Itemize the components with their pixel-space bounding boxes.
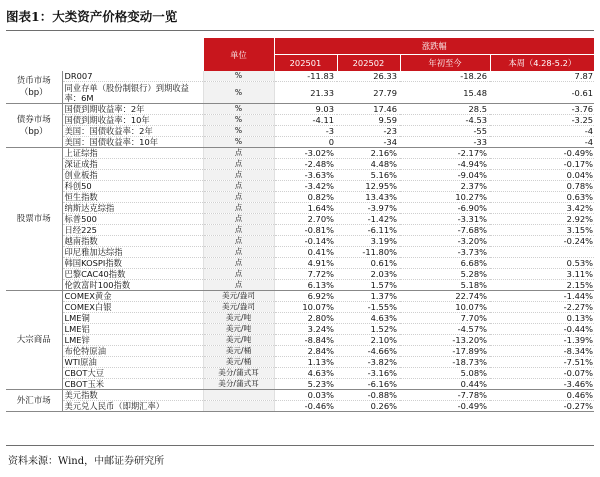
table-row: [6, 269, 594, 280]
value-cell: -7.51%: [490, 357, 594, 368]
value-cell: -4: [490, 137, 594, 148]
value-cell: -3.46%: [490, 379, 594, 390]
indicator-unit: 美分/蒲式耳: [203, 379, 274, 390]
value-cell: -3.02%: [274, 148, 337, 159]
indicator-unit: 点: [203, 181, 274, 192]
value-cell: -18.26: [400, 71, 490, 82]
value-cell: -8.84%: [274, 335, 337, 346]
value-cell: 2.16%: [337, 148, 400, 159]
category-label: 债券市场 （bp）: [6, 104, 62, 148]
value-cell: -3.73%: [400, 247, 490, 258]
value-cell: -7.78%: [400, 390, 490, 401]
value-cell: -0.07%: [490, 368, 594, 379]
value-cell: 5.18%: [400, 280, 490, 291]
value-cell: -2.48%: [274, 159, 337, 170]
header-row-1: [6, 38, 594, 55]
value-cell: 28.5: [400, 104, 490, 115]
top-rule: [6, 30, 594, 31]
indicator-unit: [203, 390, 274, 401]
value-cell: -4.11: [274, 115, 337, 126]
indicator-name: 深证成指: [62, 159, 203, 170]
value-cell: -6.90%: [400, 203, 490, 214]
value-cell: 17.46: [337, 104, 400, 115]
table-row: [6, 104, 594, 115]
indicator-name: LME铝: [62, 324, 203, 335]
value-cell: -4.53: [400, 115, 490, 126]
value-cell: 10.07%: [274, 302, 337, 313]
indicator-unit: 点: [203, 236, 274, 247]
value-cell: -2.27%: [490, 302, 594, 313]
value-cell: -55: [400, 126, 490, 137]
table-row: [6, 170, 594, 181]
table-row: [6, 335, 594, 346]
value-cell: -3.31%: [400, 214, 490, 225]
indicator-name: 美国：国债收益率：2年: [62, 126, 203, 137]
value-cell: -1.44%: [490, 291, 594, 302]
value-cell: 1.52%: [337, 324, 400, 335]
value-cell: 4.91%: [274, 258, 337, 269]
category-label: 外汇市场: [6, 390, 62, 412]
value-cell: 2.03%: [337, 269, 400, 280]
value-cell: 9.59: [337, 115, 400, 126]
indicator-unit: 点: [203, 170, 274, 181]
value-cell: 3.15%: [490, 225, 594, 236]
indicator-unit: 点: [203, 247, 274, 258]
value-cell: [490, 247, 594, 258]
table-row: [6, 302, 594, 313]
value-cell: 6.92%: [274, 291, 337, 302]
table-row: [6, 82, 594, 104]
value-cell: 2.10%: [337, 335, 400, 346]
table-row: [6, 368, 594, 379]
value-cell: -11.83: [274, 71, 337, 82]
table-row: [6, 401, 594, 412]
value-cell: 1.13%: [274, 357, 337, 368]
table-row: [6, 247, 594, 258]
value-cell: -0.24%: [490, 236, 594, 247]
table-row: [6, 357, 594, 368]
value-cell: 3.42%: [490, 203, 594, 214]
value-cell: 3.11%: [490, 269, 594, 280]
value-cell: 0.04%: [490, 170, 594, 181]
indicator-unit: 点: [203, 203, 274, 214]
value-cell: 10.07%: [400, 302, 490, 313]
indicator-name: 越南指数: [62, 236, 203, 247]
value-cell: 12.95%: [337, 181, 400, 192]
value-cell: -11.80%: [337, 247, 400, 258]
category-label: 大宗商品: [6, 291, 62, 390]
indicator-unit: 美分/蒲式耳: [203, 368, 274, 379]
category-label: 股票市场: [6, 148, 62, 291]
value-cell: -0.49%: [490, 148, 594, 159]
value-cell: 13.43%: [337, 192, 400, 203]
indicator-name: 国债到期收益率：10年: [62, 115, 203, 126]
indicator-unit: %: [203, 82, 274, 104]
indicator-name: DR007: [62, 71, 203, 82]
value-cell: 2.92%: [490, 214, 594, 225]
header-unit: 单位: [203, 38, 274, 71]
value-cell: -4.57%: [400, 324, 490, 335]
table-row: [6, 379, 594, 390]
table-row: [6, 346, 594, 357]
header-group: 涨跌幅: [274, 38, 594, 55]
indicator-name: CBOT大豆: [62, 368, 203, 379]
source-note: 资料来源：Wind，中邮证券研究所: [8, 456, 165, 467]
table-row: [6, 214, 594, 225]
value-cell: -23: [337, 126, 400, 137]
table-row: [6, 148, 594, 159]
value-cell: -18.73%: [400, 357, 490, 368]
value-cell: -3.97%: [337, 203, 400, 214]
value-cell: 3.19%: [337, 236, 400, 247]
indicator-unit: 美元/吨: [203, 324, 274, 335]
value-cell: -3.25: [490, 115, 594, 126]
value-cell: 0.63%: [490, 192, 594, 203]
value-cell: -0.88%: [337, 390, 400, 401]
value-cell: -0.44%: [490, 324, 594, 335]
indicator-unit: %: [203, 137, 274, 148]
table-row: [6, 280, 594, 291]
indicator-unit: 点: [203, 225, 274, 236]
header-col-ytd: 年初至今: [400, 55, 490, 72]
value-cell: 15.48: [400, 82, 490, 104]
value-cell: -3.76: [490, 104, 594, 115]
indicator-unit: 点: [203, 269, 274, 280]
table-row: [6, 115, 594, 126]
value-cell: -1.39%: [490, 335, 594, 346]
value-cell: 6.13%: [274, 280, 337, 291]
header-col-202501: 202501: [274, 55, 337, 72]
value-cell: -3: [274, 126, 337, 137]
indicator-name: 同业存单（股份制银行）到期收益率：6M: [62, 82, 203, 104]
value-cell: 0.61%: [337, 258, 400, 269]
value-cell: -6.11%: [337, 225, 400, 236]
table-row: [6, 181, 594, 192]
value-cell: 0.78%: [490, 181, 594, 192]
bottom-rule: [6, 445, 594, 446]
value-cell: 27.79: [337, 82, 400, 104]
value-cell: 0.82%: [274, 192, 337, 203]
value-cell: 7.70%: [400, 313, 490, 324]
table-row: [6, 390, 594, 401]
indicator-name: 标普500: [62, 214, 203, 225]
value-cell: 0.44%: [400, 379, 490, 390]
value-cell: -33: [400, 137, 490, 148]
table-row: [6, 203, 594, 214]
indicator-unit: 美元/吨: [203, 335, 274, 346]
value-cell: -0.49%: [400, 401, 490, 412]
value-cell: 26.33: [337, 71, 400, 82]
value-cell: 6.68%: [400, 258, 490, 269]
indicator-unit: 点: [203, 192, 274, 203]
value-cell: -1.55%: [337, 302, 400, 313]
value-cell: 2.15%: [490, 280, 594, 291]
indicator-name: 韩国KOSPI指数: [62, 258, 203, 269]
table-row: [6, 71, 594, 82]
indicator-unit: 点: [203, 280, 274, 291]
value-cell: 2.70%: [274, 214, 337, 225]
value-cell: -8.34%: [490, 346, 594, 357]
value-cell: 9.03: [274, 104, 337, 115]
indicator-unit: 美元/盎司: [203, 302, 274, 313]
table-row: [6, 159, 594, 170]
value-cell: 0.26%: [337, 401, 400, 412]
value-cell: -34: [337, 137, 400, 148]
indicator-name: 创业板指: [62, 170, 203, 181]
value-cell: -3.63%: [274, 170, 337, 181]
value-cell: -7.68%: [400, 225, 490, 236]
value-cell: -6.16%: [337, 379, 400, 390]
indicator-name: 美国：国债收益率：10年: [62, 137, 203, 148]
value-cell: -3.20%: [400, 236, 490, 247]
table-row: [6, 126, 594, 137]
table-row: [6, 225, 594, 236]
header-row-2: [6, 55, 594, 72]
value-cell: -0.27%: [490, 401, 594, 412]
header-col-202502: 202502: [337, 55, 400, 72]
table-row: [6, 313, 594, 324]
value-cell: 2.80%: [274, 313, 337, 324]
indicator-unit: 美元/吨: [203, 313, 274, 324]
value-cell: -13.20%: [400, 335, 490, 346]
indicator-name: 日经225: [62, 225, 203, 236]
indicator-unit: %: [203, 126, 274, 137]
header-col-week: 本周（4.28-5.2）: [490, 55, 594, 72]
indicator-name: 科创50: [62, 181, 203, 192]
table-row: [6, 192, 594, 203]
indicator-name: WTI原油: [62, 357, 203, 368]
indicator-name: 巴黎CAC40指数: [62, 269, 203, 280]
value-cell: 0.41%: [274, 247, 337, 258]
indicator-name: COMEX黄金: [62, 291, 203, 302]
value-cell: 1.57%: [337, 280, 400, 291]
indicator-name: 美元兑人民币（即期汇率）: [62, 401, 203, 412]
indicator-name: 美元指数: [62, 390, 203, 401]
value-cell: -3.82%: [337, 357, 400, 368]
indicator-name: 印尼雅加达综指: [62, 247, 203, 258]
indicator-unit: 点: [203, 258, 274, 269]
value-cell: 10.27%: [400, 192, 490, 203]
value-cell: -0.81%: [274, 225, 337, 236]
value-cell: -17.89%: [400, 346, 490, 357]
table-row: [6, 137, 594, 148]
indicator-name: 上证综指: [62, 148, 203, 159]
value-cell: -3.42%: [274, 181, 337, 192]
indicator-unit: 点: [203, 214, 274, 225]
value-cell: -4.66%: [337, 346, 400, 357]
value-cell: 0.53%: [490, 258, 594, 269]
value-cell: -2.17%: [400, 148, 490, 159]
value-cell: -4: [490, 126, 594, 137]
value-cell: 2.37%: [400, 181, 490, 192]
value-cell: 5.16%: [337, 170, 400, 181]
indicator-unit: 点: [203, 148, 274, 159]
value-cell: -4.94%: [400, 159, 490, 170]
value-cell: 0.46%: [490, 390, 594, 401]
indicator-unit: 点: [203, 159, 274, 170]
value-cell: -0.17%: [490, 159, 594, 170]
value-cell: 4.63%: [337, 313, 400, 324]
value-cell: -1.42%: [337, 214, 400, 225]
indicator-unit: [203, 401, 274, 412]
category-label: 货币市场 （bp）: [6, 71, 62, 104]
indicator-name: CBOT玉米: [62, 379, 203, 390]
asset-price-table: [6, 38, 594, 412]
value-cell: 4.63%: [274, 368, 337, 379]
value-cell: 5.08%: [400, 368, 490, 379]
value-cell: -0.14%: [274, 236, 337, 247]
indicator-unit: 美元/桶: [203, 346, 274, 357]
value-cell: 5.23%: [274, 379, 337, 390]
value-cell: 22.74%: [400, 291, 490, 302]
indicator-unit: 美元/盎司: [203, 291, 274, 302]
value-cell: 0.13%: [490, 313, 594, 324]
value-cell: -3.16%: [337, 368, 400, 379]
value-cell: 7.87: [490, 71, 594, 82]
indicator-name: COMEX白银: [62, 302, 203, 313]
value-cell: 1.64%: [274, 203, 337, 214]
indicator-name: 恒生指数: [62, 192, 203, 203]
indicator-name: 纳斯达克综指: [62, 203, 203, 214]
value-cell: 5.28%: [400, 269, 490, 280]
value-cell: -0.46%: [274, 401, 337, 412]
value-cell: 2.84%: [274, 346, 337, 357]
indicator-name: LME锌: [62, 335, 203, 346]
indicator-name: 伦敦富时100指数: [62, 280, 203, 291]
figure-title: 图表1：大类资产价格变动一览: [6, 9, 178, 24]
indicator-name: 布伦特原油: [62, 346, 203, 357]
table-row: [6, 291, 594, 302]
value-cell: 3.24%: [274, 324, 337, 335]
indicator-name: LME铜: [62, 313, 203, 324]
value-cell: 0.03%: [274, 390, 337, 401]
indicator-unit: %: [203, 115, 274, 126]
indicator-unit: %: [203, 104, 274, 115]
value-cell: -0.61: [490, 82, 594, 104]
value-cell: -9.04%: [400, 170, 490, 181]
indicator-name: 国债到期收益率：2年: [62, 104, 203, 115]
indicator-unit: 美元/桶: [203, 357, 274, 368]
value-cell: 0: [274, 137, 337, 148]
table-row: [6, 236, 594, 247]
value-cell: 21.33: [274, 82, 337, 104]
table-row: [6, 324, 594, 335]
table-row: [6, 258, 594, 269]
indicator-unit: %: [203, 71, 274, 82]
value-cell: 7.72%: [274, 269, 337, 280]
value-cell: 1.37%: [337, 291, 400, 302]
value-cell: 4.48%: [337, 159, 400, 170]
